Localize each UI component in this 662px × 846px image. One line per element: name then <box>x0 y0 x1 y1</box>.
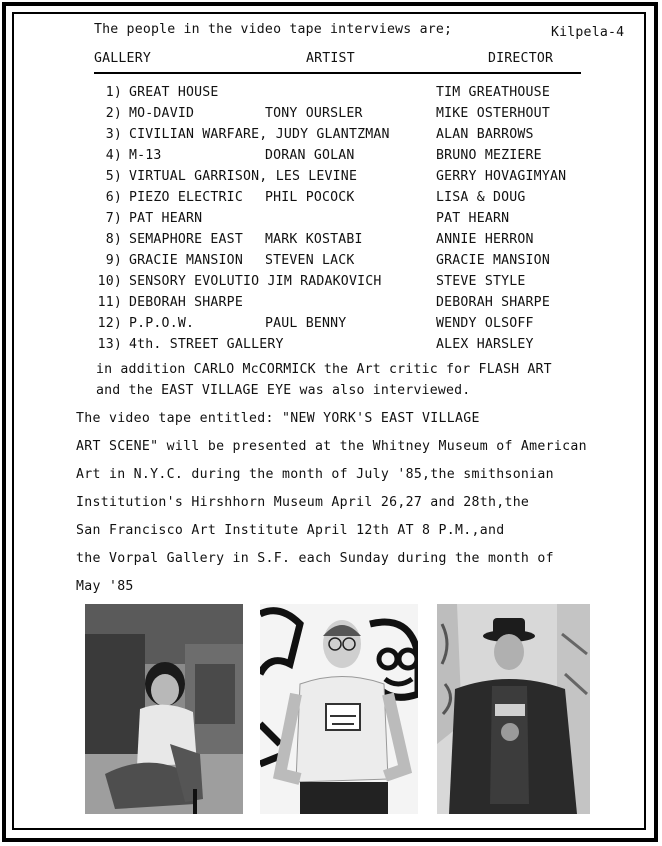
row-gallery: VIRTUAL GARRISON, <box>129 169 268 184</box>
row-director: ALAN BARROWS <box>436 127 534 142</box>
row-gallery: PIEZO ELECTRIC <box>129 190 243 205</box>
row-director: BRUNO MEZIERE <box>436 148 542 163</box>
row-gallery: SEMAPHORE EAST <box>129 232 243 247</box>
row-number: 6) <box>105 190 122 205</box>
row-gallery: PAT HEARN <box>129 211 203 226</box>
body-line-4: Institution's Hirshhorn Museum April 26,27 and 28th,the <box>76 495 530 510</box>
body-line-3: Art in N.Y.C. during the month of July '85,the smithsonian <box>76 467 554 482</box>
column-header-artist: ARTIST <box>306 51 355 66</box>
row-number: 13) <box>97 337 122 352</box>
row-number: 11) <box>97 295 122 310</box>
body-line-2: ART SCENE" will be presented at the Whitney Museum of American <box>76 439 587 454</box>
row-gallery: SENSORY EVOLUTIO <box>129 274 260 289</box>
row-number: 1) <box>105 85 122 100</box>
row-number: 3) <box>105 127 122 142</box>
column-header-director: DIRECTOR <box>488 51 554 66</box>
photo-crouching-man <box>85 604 243 814</box>
row-gallery: M-13 <box>129 148 162 163</box>
row-artist: MARK KOSTABI <box>265 232 363 247</box>
column-header-gallery: GALLERY <box>94 51 151 66</box>
row-gallery: GRACIE MANSION <box>129 253 243 268</box>
row-director: ANNIE HERRON <box>436 232 534 247</box>
row-artist: STEVEN LACK <box>265 253 355 268</box>
addition-line-1: in addition CARLO McCORMICK the Art critic for FLASH ART <box>96 362 552 377</box>
body-line-1: The video tape entitled: "NEW YORK'S EAST VILLAGE <box>76 411 480 426</box>
row-artist: TONY OURSLER <box>265 106 363 121</box>
row-gallery: CIVILIAN WARFARE, <box>129 127 268 142</box>
body-line-5: San Francisco Art Institute April 12th AT 8 P.M.,and <box>76 523 505 538</box>
photo-man-with-drawing <box>260 604 418 814</box>
row-director: DEBORAH SHARPE <box>436 295 550 310</box>
row-gallery: MO-DAVID <box>129 106 195 121</box>
row-director: MIKE OSTERHOUT <box>436 106 550 121</box>
row-director: TIM GREATHOUSE <box>436 85 550 100</box>
row-director: GERRY HOVAGIMYAN <box>436 169 567 184</box>
row-artist: PHIL POCOCK <box>265 190 355 205</box>
row-artist: DORAN GOLAN <box>265 148 355 163</box>
header-rule <box>94 72 581 74</box>
row-number: 10) <box>97 274 122 289</box>
row-artist: JIM RADAKOVICH <box>267 274 382 289</box>
row-director: ALEX HARSLEY <box>436 337 534 352</box>
row-number: 9) <box>105 253 122 268</box>
addition-line-2: and the EAST VILLAGE EYE was also interviewed. <box>96 383 471 398</box>
row-gallery: P.P.O.W. <box>129 316 195 331</box>
row-number: 2) <box>105 106 122 121</box>
row-number: 5) <box>105 169 122 184</box>
row-artist: LES LEVINE <box>275 169 358 184</box>
row-director: STEVE STYLE <box>436 274 526 289</box>
row-director: GRACIE MANSION <box>436 253 550 268</box>
row-number: 7) <box>105 211 122 226</box>
photo-man-in-hat <box>437 604 590 814</box>
row-gallery: 4th. STREET GALLERY <box>129 337 284 352</box>
row-director: PAT HEARN <box>436 211 510 226</box>
body-line-6: the Vorpal Gallery in S.F. each Sunday during the month of <box>76 551 554 566</box>
row-director: LISA & DOUG <box>436 190 526 205</box>
row-gallery: DEBORAH SHARPE <box>129 295 243 310</box>
page-label: Kilpela-4 <box>551 25 625 40</box>
row-number: 4) <box>105 148 122 163</box>
row-director: WENDY OLSOFF <box>436 316 534 331</box>
body-line-7: May '85 <box>76 579 134 594</box>
row-number: 12) <box>97 316 122 331</box>
row-artist: JUDY GLANTZMAN <box>275 127 390 142</box>
row-artist: PAUL BENNY <box>265 316 347 331</box>
intro-line: The people in the video tape interviews are; <box>94 22 453 37</box>
row-gallery: GREAT HOUSE <box>129 85 219 100</box>
row-number: 8) <box>105 232 122 247</box>
